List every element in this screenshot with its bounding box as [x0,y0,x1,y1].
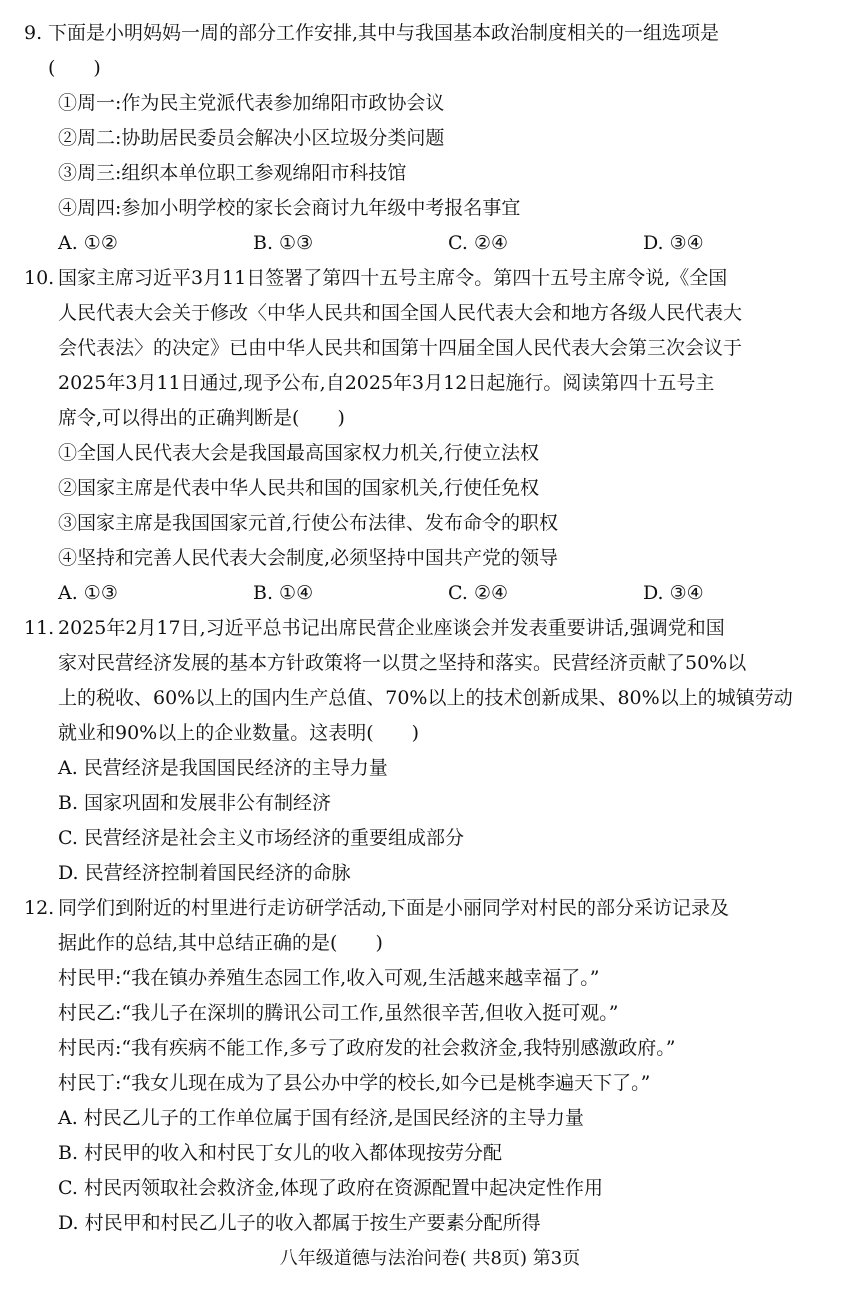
option-d: D. 村民甲和村民乙儿子的收入都属于按生产要素分配所得 [58,1212,541,1234]
statement-item: ②周二:协助居民委员会解决小区垃圾分类问题 [58,127,445,149]
option-b: B. ①③ [253,232,314,254]
interview-record: 村民乙:“我儿子在深圳的腾讯公司工作,虽然很辛苦,但收入挺可观。” [58,1002,619,1024]
question-number: 12. [24,897,55,919]
question-stem: 下面是小明妈妈一周的部分工作安排,其中与我国基本政治制度相关的一组选项是 [48,22,720,44]
question-number: 10. [24,267,55,289]
question-stem-line: 会代表法〉的决定》已由中华人民共和国第十四届全国人民代表大会第三次会议于 [58,337,743,359]
option-b: B. 村民甲的收入和村民丁女儿的收入都体现按劳分配 [58,1142,503,1164]
question-stem-line: 据此作的总结,其中总结正确的是( ) [58,932,383,954]
question-stem-line: 家对民营经济发展的基本方针政策将一以贯之坚持和落实。民营经济贡献了50%以 [58,652,747,674]
interview-record: 村民甲:“我在镇办养殖生态园工作,收入可观,生活越来越幸福了。” [58,967,600,989]
question-number: 11. [24,617,55,639]
option-d: D. ③④ [643,582,704,604]
statement-item: ④周四:参加小明学校的家长会商讨九年级中考报名事宜 [58,197,521,219]
interview-record: 村民丙:“我有疾病不能工作,多亏了政府发的社会救济金,我特别感激政府。” [58,1037,676,1059]
option-b: B. ①④ [253,582,314,604]
question-11 [24,611,838,891]
answer-options [24,576,838,611]
answer-options [24,226,838,261]
option-c: C. 民营经济是社会主义市场经济的重要组成部分 [58,827,464,849]
statement-item: ③周三:组织本单位职工参观绵阳市科技馆 [58,162,407,184]
question-stem-line: 2025年3月11日通过,现予公布,自2025年3月12日起施行。阅读第四十五号主 [58,372,715,394]
option-c: C. 村民丙领取社会救济金,体现了政府在资源配置中起决定性作用 [58,1177,603,1199]
question-stem: 同学们到附近的村里进行走访研学活动,下面是小丽同学对村民的部分采访记录及 [58,897,730,919]
option-c: C. ②④ [448,582,509,604]
question-9 [24,16,838,261]
interview-record: 村民丁:“我女儿现在成为了县公办中学的校长,如今已是桃李遍天下了。” [58,1072,651,1094]
question-number: 9. [24,22,43,44]
statement-item: ②国家主席是代表中华人民共和国的国家机关,行使任免权 [58,477,540,499]
question-stem-line: 席令,可以得出的正确判断是( ) [58,407,345,429]
option-d: D. 民营经济控制着国民经济的命脉 [58,862,351,884]
statement-item: ③国家主席是我国国家元首,行使公布法律、发布命令的职权 [58,512,559,534]
page-footer: 八年级道德与法治问卷( 共8页) 第3页 [279,1248,581,1269]
option-a: A. ①③ [58,582,118,604]
question-stem-line: 就业和90%以上的企业数量。这表明( ) [58,722,420,744]
option-a: A. ①② [58,232,118,254]
statement-item: ①全国人民代表大会是我国最高国家权力机关,行使立法权 [58,442,540,464]
question-stem: 2025年2月17日,习近平总书记出席民营企业座谈会并发表重要讲话,强调党和国 [58,617,725,639]
statement-item: ①周一:作为民主党派代表参加绵阳市政协会议 [58,92,445,114]
question-stem-line: 上的税收、60%以上的国内生产总值、70%以上的技术创新成果、80%以上的城镇劳动 [58,687,793,709]
option-a: A. 民营经济是我国国民经济的主导力量 [58,757,388,779]
question-10 [24,261,838,611]
option-d: D. ③④ [643,232,704,254]
question-12 [24,891,838,1241]
option-c: C. ②④ [448,232,509,254]
option-b: B. 国家巩固和发展非公有制经济 [58,792,332,814]
statement-item: ④坚持和完善人民代表大会制度,必须坚持中国共产党的领导 [58,547,559,569]
question-stem-line: ( ) [48,57,101,79]
question-stem: 国家主席习近平3月11日签署了第四十五号主席令。第四十五号主席令说,《全国 [58,267,728,289]
option-a: A. 村民乙儿子的工作单位属于国有经济,是国民经济的主导力量 [58,1107,584,1129]
question-stem-line: 人民代表大会关于修改〈中华人民共和国全国人民代表大会和地方各级人民代表大 [58,302,743,324]
